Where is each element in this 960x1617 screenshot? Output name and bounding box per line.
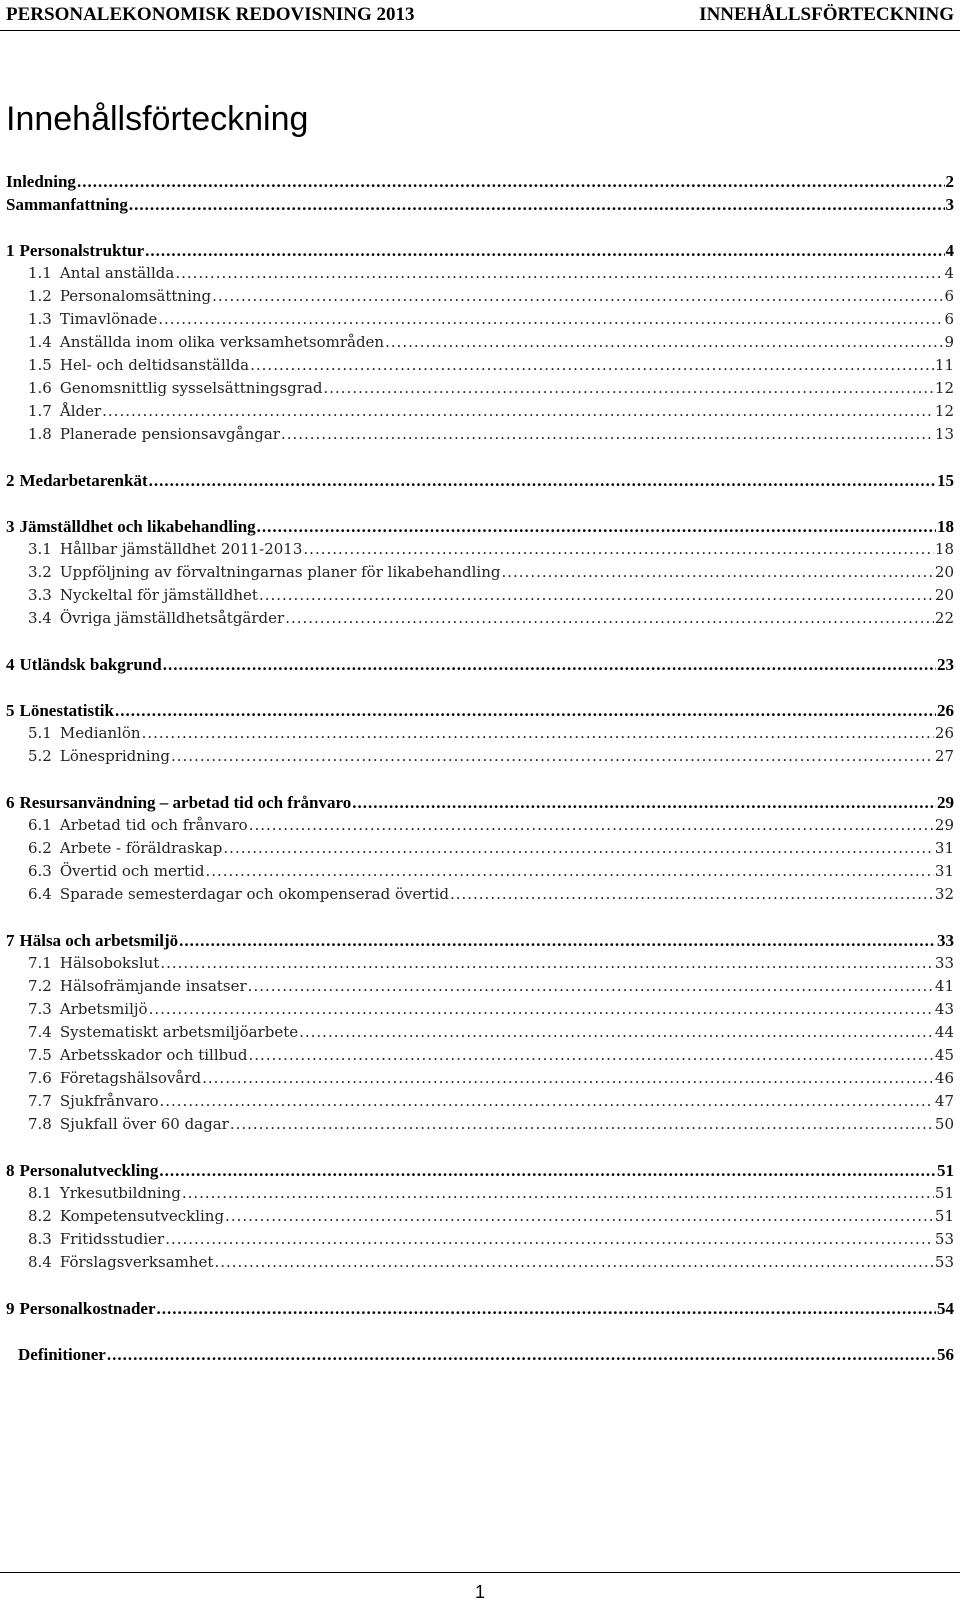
toc-entry-title: Sjukfrånvaro (59, 1092, 159, 1110)
toc-dot-leader (157, 1297, 937, 1320)
toc-entry-title: Hållbar jämställdhet 2011-2013 (59, 540, 303, 558)
toc-entry-number: 1 (6, 241, 15, 260)
toc-entry[interactable] (6, 285, 954, 308)
toc-entry-title: Inledning (6, 172, 76, 191)
toc-entry[interactable] (6, 423, 954, 446)
toc-heading: Innehållsförteckning (6, 100, 309, 138)
toc-entry-title: Företagshälsovård (59, 1069, 202, 1087)
toc-entry-number: 1.5 (28, 356, 52, 374)
toc-dot-leader (248, 975, 934, 998)
toc-dot-leader (303, 538, 934, 561)
toc-entry-title: Definitioner (18, 1345, 106, 1364)
toc-entry-title: Anställda inom olika verksamhetsområden (59, 333, 385, 351)
toc-dot-leader (501, 561, 933, 584)
toc-entry[interactable] (6, 1297, 954, 1320)
toc-dot-leader (323, 377, 933, 400)
toc-entry-title: Personalkostnader (19, 1299, 156, 1318)
toc-entry-number: 2 (6, 471, 15, 490)
toc-entry-title: Sparade semesterdagar och okompenserad övertid (59, 885, 449, 903)
toc-entry[interactable] (6, 1182, 954, 1205)
toc-entry-number: 6.4 (28, 885, 52, 903)
toc-dot-leader (205, 860, 933, 883)
toc-entry-page: 45 (934, 1046, 954, 1064)
toc-dot-leader (230, 1113, 934, 1136)
toc-entry[interactable] (6, 1159, 954, 1182)
toc-entry[interactable] (6, 929, 954, 952)
toc-dot-leader (352, 791, 936, 814)
toc-entry[interactable] (6, 653, 954, 676)
toc-entry-title: Arbetsmiljö (59, 1000, 148, 1018)
toc-entry-number: 7.2 (28, 977, 52, 995)
toc-dot-leader (149, 998, 934, 1021)
toc-entry[interactable] (6, 745, 954, 768)
toc-entry-title: Antal anställda (59, 264, 175, 282)
toc-dot-leader (160, 952, 934, 975)
toc-entry-page: 4 (944, 264, 954, 282)
footer-rule (0, 1572, 960, 1573)
toc-entry-number: 5 (6, 701, 15, 720)
toc-entry[interactable] (6, 837, 954, 860)
toc-entry-title: Arbetsskador och tillbud (59, 1046, 248, 1064)
toc-entry[interactable] (6, 998, 954, 1021)
toc-entry[interactable] (6, 331, 954, 354)
toc-entry[interactable] (6, 722, 954, 745)
toc-entry-number: 3.1 (28, 540, 52, 558)
toc-entry-page: 6 (944, 287, 954, 305)
toc-entry-page: 23 (937, 655, 954, 674)
toc-entry-number: 6.2 (28, 839, 52, 857)
toc-entry[interactable] (6, 883, 954, 906)
toc-entry-number: 1.4 (28, 333, 52, 351)
toc-dot-leader (142, 722, 934, 745)
toc-entry-number: 6.3 (28, 862, 52, 880)
toc-entry-title: Medarbetarenkät (19, 471, 148, 490)
toc-entry-title: Övertid och mertid (59, 862, 205, 880)
toc-entry[interactable] (6, 469, 954, 492)
toc-entry-number: 9 (6, 1299, 15, 1318)
header-document-title: PERSONALEKONOMISK REDOVISNING 2013 (6, 4, 415, 25)
toc-entry-page: 53 (934, 1230, 954, 1248)
toc-entry-number: 4 (6, 655, 15, 674)
toc-entry-number: 7.8 (28, 1115, 52, 1133)
toc-entry-title: Genomsnittlig sysselsättningsgrad (59, 379, 323, 397)
toc-entry-page: 11 (934, 356, 954, 374)
header-section-title: INNEHÅLLSFÖRTECKNING (699, 4, 954, 25)
toc-entry-title: Hälsa och arbetsmiljö (19, 931, 179, 950)
toc-dot-leader (225, 1205, 934, 1228)
toc-entry-page: 33 (934, 954, 954, 972)
toc-entry[interactable] (6, 538, 954, 561)
toc-entry-title: Lönespridning (59, 747, 170, 765)
toc-entry[interactable] (6, 860, 954, 883)
toc-entry-page: 26 (937, 701, 954, 720)
toc-entry-page: 29 (934, 816, 954, 834)
toc-entry-number: 3.4 (28, 609, 52, 627)
toc-dot-leader (163, 653, 936, 676)
toc-entry-page: 29 (937, 793, 954, 812)
toc-entry-number: 8.4 (28, 1253, 52, 1271)
toc-entry[interactable] (6, 1044, 954, 1067)
toc-entry-page: 22 (934, 609, 954, 627)
toc-entry[interactable] (6, 699, 954, 722)
toc-dot-leader (159, 1090, 933, 1113)
toc-entry-number: 1.3 (28, 310, 52, 328)
toc-entry-title: Jämställdhet och likabehandling (19, 517, 256, 536)
toc-entry-number: 6.1 (28, 816, 52, 834)
toc-dot-leader (107, 1343, 936, 1366)
toc-entry-number: 6 (6, 793, 15, 812)
toc-dot-leader (249, 814, 934, 837)
toc-entry[interactable] (6, 239, 954, 262)
toc-entry[interactable] (6, 584, 954, 607)
toc-entry-page: 41 (934, 977, 954, 995)
toc-dot-leader (250, 354, 934, 377)
toc-entry-title: Kompetensutveckling (59, 1207, 225, 1225)
toc-entry-number: 7.5 (28, 1046, 52, 1064)
toc-entry-number: 1.8 (28, 425, 52, 443)
toc-entry-page: 50 (934, 1115, 954, 1133)
toc-entry[interactable] (6, 308, 954, 331)
toc-dot-leader (179, 929, 936, 952)
toc-entry-page: 9 (944, 333, 954, 351)
toc-entry-page: 43 (934, 1000, 954, 1018)
toc-dot-leader (165, 1228, 934, 1251)
toc-entry[interactable] (6, 607, 954, 630)
toc-entry-page: 13 (934, 425, 954, 443)
toc-dot-leader (149, 469, 936, 492)
toc-entry-page: 20 (934, 563, 954, 581)
toc-entry-page: 33 (937, 931, 954, 950)
toc-entry-number: 3.2 (28, 563, 52, 581)
toc-entry[interactable] (6, 193, 954, 216)
toc-dot-leader (259, 584, 934, 607)
toc-entry-page: 15 (937, 471, 954, 490)
toc-entry-page: 46 (934, 1069, 954, 1087)
toc-entry-page: 32 (934, 885, 954, 903)
toc-entry-page: 53 (934, 1253, 954, 1271)
toc-entry-title: Sammanfattning (6, 195, 128, 214)
toc-entry-number: 7.6 (28, 1069, 52, 1087)
toc-entry-page: 51 (934, 1184, 954, 1202)
toc-entry-title: Övriga jämställdhetsåtgärder (59, 609, 285, 627)
toc-dot-leader (214, 1251, 933, 1274)
toc-entry-page: 56 (937, 1345, 954, 1364)
toc-entry-number: 7.7 (28, 1092, 52, 1110)
toc-entry-title: Ålder (59, 402, 102, 420)
toc-entry-number: 1.6 (28, 379, 52, 397)
toc-entry-title: Hälsobokslut (59, 954, 160, 972)
toc-entry-number: 5.1 (28, 724, 52, 742)
toc-entry[interactable] (6, 400, 954, 423)
toc-dot-leader (77, 170, 945, 193)
toc-dot-leader (115, 699, 936, 722)
toc-entry[interactable] (6, 1067, 954, 1090)
toc-entry-title: Arbete - föräldraskap (59, 839, 223, 857)
toc-entry[interactable] (6, 377, 954, 400)
toc-entry[interactable] (6, 1228, 954, 1251)
toc-dot-leader (102, 400, 934, 423)
toc-dot-leader (450, 883, 934, 906)
toc-entry-title: Resursanvändning – arbetad tid och frånvaro (19, 793, 352, 812)
toc-entry-title: Systematiskt arbetsmiljöarbete (59, 1023, 299, 1041)
toc-entry-number: 1.7 (28, 402, 52, 420)
toc-dot-leader (257, 515, 936, 538)
toc-entry-page: 31 (934, 839, 954, 857)
toc-entry-title: Yrkesutbildning (59, 1184, 181, 1202)
toc-entry[interactable] (6, 561, 954, 584)
toc-entry[interactable] (6, 1021, 954, 1044)
toc-entry-page: 26 (934, 724, 954, 742)
toc-entry-number: 7.3 (28, 1000, 52, 1018)
toc-entry[interactable] (6, 814, 954, 837)
toc-entry-title: Lönestatistik (19, 701, 114, 720)
toc-entry-title: Personalutveckling (19, 1161, 159, 1180)
toc-dot-leader (285, 607, 934, 630)
toc-dot-leader (249, 1044, 934, 1067)
toc-entry[interactable] (6, 1251, 954, 1274)
toc-entry-number: 3 (6, 517, 15, 536)
footer-page-number: 1 (474, 1582, 485, 1602)
toc-entry-page: 51 (934, 1207, 954, 1225)
toc-entry-page: 2 (945, 172, 954, 191)
toc-entry-title: Timavlönade (59, 310, 158, 328)
toc-entry-number: 8.1 (28, 1184, 52, 1202)
toc-dot-leader (159, 1159, 936, 1182)
toc-entry[interactable] (6, 1113, 954, 1136)
toc-entry[interactable] (6, 952, 954, 975)
toc-dot-leader (175, 262, 943, 285)
toc-entry-page: 4 (945, 241, 954, 260)
toc-entry-page: 20 (934, 586, 954, 604)
toc-entry-title: Medianlön (59, 724, 141, 742)
toc-entry-title: Uppföljning av förvaltningarnas planer för likabehandling (59, 563, 501, 581)
toc-entry-number: 3.3 (28, 586, 52, 604)
toc-entry-page: 47 (934, 1092, 954, 1110)
toc-entry-page: 18 (934, 540, 954, 558)
toc-dot-leader (281, 423, 934, 446)
toc-entry-page: 12 (934, 402, 954, 420)
toc-entry[interactable] (6, 170, 954, 193)
toc-entry-number: 1.1 (28, 264, 52, 282)
toc-entry-title: Förslagsverksamhet (59, 1253, 214, 1271)
toc-dot-leader (182, 1182, 934, 1205)
toc-entry[interactable] (18, 1343, 954, 1366)
toc-entry-page: 31 (934, 862, 954, 880)
toc-entry[interactable] (6, 262, 954, 285)
toc-entry[interactable] (6, 515, 954, 538)
toc-entry-title: Fritidsstudier (59, 1230, 165, 1248)
toc-entry[interactable] (6, 354, 954, 377)
toc-entry-title: Utländsk bakgrund (19, 655, 162, 674)
toc-dot-leader (129, 193, 945, 216)
toc-dot-leader (223, 837, 934, 860)
toc-entry-title: Hälsofrämjande insatser (59, 977, 247, 995)
toc-entry-number: 8 (6, 1161, 15, 1180)
toc-dot-leader (158, 308, 943, 331)
toc-dot-leader (385, 331, 943, 354)
toc-entry[interactable] (6, 975, 954, 998)
toc-entry-title: Arbetad tid och frånvaro (59, 816, 248, 834)
toc-entry-title: Hel- och deltidsanställda (59, 356, 250, 374)
toc-entry-page: 12 (934, 379, 954, 397)
toc-entry-number: 7.4 (28, 1023, 52, 1041)
toc-entry-title: Nyckeltal för jämställdhet (59, 586, 258, 604)
toc-entry-page: 6 (944, 310, 954, 328)
toc-entry-number: 5.2 (28, 747, 52, 765)
toc-entry-number: 8.2 (28, 1207, 52, 1225)
toc-entry-number: 1.2 (28, 287, 52, 305)
toc-dot-leader (145, 239, 944, 262)
toc-entry-number: 8.3 (28, 1230, 52, 1248)
toc-entry-number: 7 (6, 931, 15, 950)
toc-entry-title: Sjukfall över 60 dagar (59, 1115, 229, 1133)
toc-entry-page: 3 (945, 195, 954, 214)
toc-entry-page: 18 (937, 517, 954, 536)
toc-entry-title: Planerade pensionsavgångar (59, 425, 280, 443)
toc-entry-page: 51 (937, 1161, 954, 1180)
toc-dot-leader (212, 285, 943, 308)
toc-entry-page: 54 (937, 1299, 954, 1318)
toc-entry-title: Personalomsättning (59, 287, 212, 305)
toc-dot-leader (202, 1067, 934, 1090)
toc-entry[interactable] (6, 791, 954, 814)
toc-entry-number: 7.1 (28, 954, 52, 972)
toc-entry-title: Personalstruktur (19, 241, 145, 260)
toc-entry-page: 44 (934, 1023, 954, 1041)
toc-entry[interactable] (6, 1090, 954, 1113)
toc-entry[interactable] (6, 1205, 954, 1228)
toc-entry-page: 27 (934, 747, 954, 765)
toc-dot-leader (171, 745, 934, 768)
toc-dot-leader (299, 1021, 934, 1044)
